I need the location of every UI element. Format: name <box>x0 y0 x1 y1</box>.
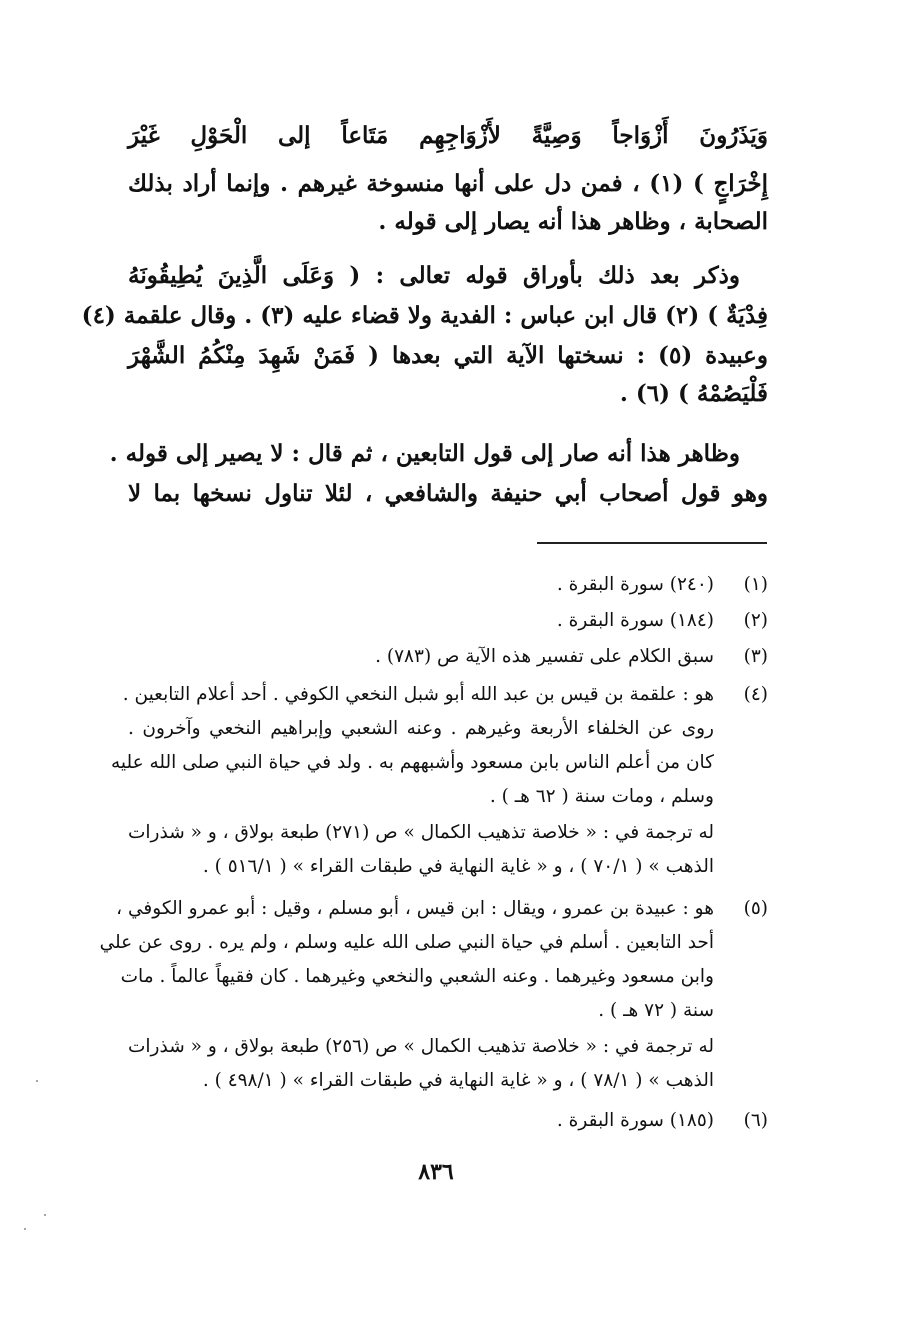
footnote-number: (١) <box>743 574 768 595</box>
scan-speck <box>36 1080 38 1082</box>
body-line: وظاهر هذا أنه صار إلى قول التابعين ، ثم قال : لا يصير إلى قوله . <box>109 440 740 467</box>
body-line: وذكر بعد ذلك بأوراق قوله تعالى : ( وَعَلَى الَّذِينَ يُطِيقُونَهُ <box>128 262 740 289</box>
footnote-number: (٤) <box>743 684 768 705</box>
body-line: فَلْيَصُمْهُ ) (٦) . <box>619 380 768 407</box>
body-line: وهو قول أصحاب أبي حنيفة والشافعي ، لئلا تناول نسخها بما لا <box>128 480 768 507</box>
body-line: وعبيدة (٥) : نسختها الآية التي بعدها ( فَمَنْ شَهِدَ مِنْكُمُ الشَّهْرَ <box>128 342 768 369</box>
footnote-number: (٥) <box>743 898 768 919</box>
body-line: إِخْرَاجٍ ) (١) ، فمن دل على أنها منسوخة غيرهم . وإنما أراد بذلك <box>128 170 768 197</box>
scan-speck <box>44 1214 46 1216</box>
footnote-line: له ترجمة في : « خلاصة تذهيب الكمال » ص (٢٧١) طبعة بولاق ، و « شذرات <box>128 822 715 843</box>
page-number: ٨٣٦ <box>418 1159 454 1185</box>
body-line: الصحابة ، وظاهر هذا أنه يصار إلى قوله . <box>378 208 768 235</box>
footnote-line: كان من أعلم الناس بابن مسعود وأشبههم به . ولد في حياة النبي صلى الله عليه <box>110 752 714 773</box>
footnote-line: أحد التابعين . أسلم في حياة النبي صلى الله عليه وسلم ، ولم يره . روى عن علي <box>99 932 714 953</box>
footnote-line: وسلم ، ومات سنة ( ٦٢ هـ ) . <box>489 786 714 807</box>
footnote-number: (٣) <box>743 646 768 667</box>
footnote-line: هو : عبيدة بن عمرو ، ويقال : ابن قيس ، أبو مسلم ، وقيل : أبو عمرو الكوفي ، <box>116 898 714 919</box>
footnote-line: له ترجمة في : « خلاصة تذهيب الكمال » ص (٢٥٦) طبعة بولاق ، و « شذرات <box>128 1036 715 1057</box>
footnote-line: (١٨٤) سورة البقرة . <box>556 610 714 631</box>
footnote-number: (٦) <box>743 1110 768 1131</box>
footnote-line: هو : علقمة بن قيس بن عبد الله أبو شبل النخعي الكوفي . أحد أعلام التابعين . <box>122 684 714 705</box>
footnote-line: سبق الكلام على تفسير هذه الآية ص (٧٨٣) . <box>375 646 714 667</box>
footnote-line: الذهب » ( ٧٨/١ ) ، و « غاية النهاية في طبقات القراء » ( ٤٩٨/١ ) . <box>202 1070 714 1091</box>
body-line: فِدْيَةٌ ) (٢) قال ابن عباس : الفدية ولا قضاء عليه (٣) . وقال علقمة (٤) <box>81 302 768 329</box>
body-line: وَيَذَرُونَ أَزْوَاجاً وَصِيَّةً لأَزْوَاجِهِم مَتَاعاً إلى الْحَوْلِ غَيْرَ <box>128 122 768 149</box>
footnote-separator <box>537 542 767 544</box>
scan-speck <box>24 1228 26 1230</box>
footnote-line: سنة ( ٧٢ هـ ) . <box>598 1000 714 1021</box>
footnote-line: وابن مسعود وغيرهما . وعنه الشعبي والنخعي وغيرهما . كان فقيهاً عالماً . مات <box>120 966 714 987</box>
footnote-line: (١٨٥) سورة البقرة . <box>556 1110 714 1131</box>
footnote-number: (٢) <box>743 610 768 631</box>
footnote-line: روى عن الخلفاء الأربعة وغيرهم . وعنه الشعبي وإبراهيم النخعي وآخرون . <box>128 718 714 739</box>
footnote-line: (٢٤٠) سورة البقرة . <box>556 574 714 595</box>
footnote-line: الذهب » ( ٧٠/١ ) ، و « غاية النهاية في طبقات القراء » ( ٥١٦/١ ) . <box>202 856 714 877</box>
